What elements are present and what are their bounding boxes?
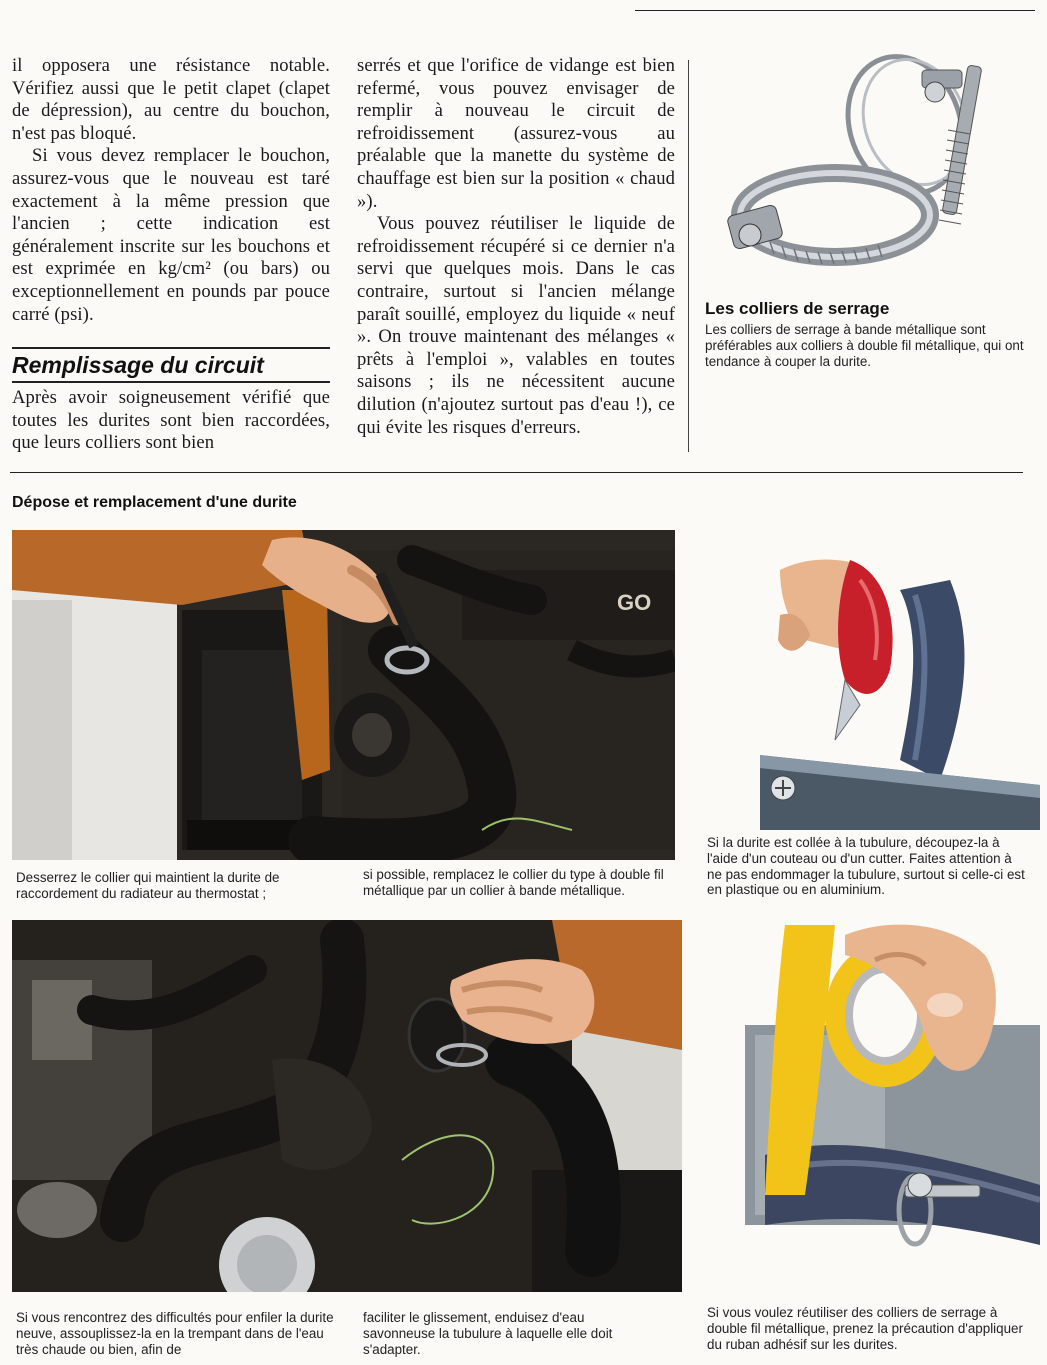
column-divider bbox=[688, 60, 689, 452]
depose-title: Dépose et remplacement d'une durite bbox=[12, 494, 297, 511]
body-column-2 bbox=[357, 55, 675, 439]
engine-photo-2 bbox=[12, 920, 682, 1292]
heading-rule-bottom bbox=[12, 381, 330, 383]
paragraph: il opposera une résistance notable. Vérifiez aussi que le petit clapet (clapet de dépression), au centre du bouchon, n'est pas bloqué. bbox=[12, 55, 330, 144]
hose-clamp-illustration bbox=[700, 30, 1040, 290]
top-rule bbox=[635, 10, 1035, 11]
photo2-right-caption: faciliter le glissement, enduisez d'eau savonneuse la tubulure à laquelle elle doit s'adapter. bbox=[363, 1310, 613, 1357]
engine-photo-1 bbox=[12, 530, 675, 860]
tape-illustration bbox=[745, 905, 1040, 1300]
colliers-title: Les colliers de serrage bbox=[705, 299, 890, 318]
photo2-left-caption: Si vous rencontrez des difficultés pour enfiler la durite neuve, assouplissez-la en la trempant dans de l'eau très chaude ou bien, afin de bbox=[16, 1310, 334, 1357]
colliers-caption: Les colliers de serrage à bande métallique sont préférables aux colliers à double fil métallique, qui ont tendance à couper la durite. bbox=[705, 322, 1024, 369]
photo1-left-caption: Desserrez le collier qui maintient la durite de raccordement du radiateur au thermostat ; bbox=[16, 870, 280, 901]
tape-caption: Si vous voulez réutiliser des colliers de serrage à double fil métallique, prenez la précaution d'appliquer du ruban adhésif sur les durites. bbox=[707, 1305, 1023, 1352]
paragraph: serrés et que l'orifice de vidange est bien refermé, vous pouvez envisager de remplir à nouveau le circuit de refroidissement (assurez-vous au préalable que la manette du système de chauffage est bien sur la position « chaud »). bbox=[357, 55, 675, 212]
cutter-illustration bbox=[750, 540, 1040, 830]
cutter-caption: Si la durite est collée à la tubulure, découpez-la à l'aide d'un couteau ou d'un cutter. Faites attention à ne pas endommager la tubulure, surtout si celle-ci est en plastique ou en aluminium. bbox=[707, 835, 1025, 898]
body-column-1 bbox=[12, 55, 330, 326]
section-rule bbox=[10, 472, 1023, 473]
engine-marking: GO bbox=[617, 590, 652, 615]
paragraph: Après avoir soigneusement vérifié que toutes les durites sont bien raccordées, que leurs colliers sont bien bbox=[12, 387, 330, 454]
body-column-1-continued bbox=[12, 387, 330, 455]
section-heading: Remplissage du circuit bbox=[12, 352, 264, 378]
paragraph: Si vous devez remplacer le bouchon, assurez-vous que le nouveau est taré exactement à la même pression que l'ancien ; cette indication est généralement inscrite sur les bouchons et est exprimée en kg/cm² (ou bars) ou exceptionnellement en pounds par pouce carré (psi). bbox=[12, 145, 330, 325]
paragraph: Vous pouvez réutiliser le liquide de refroidissement récupéré si ce dernier n'a servi que quelques mois. Dans le cas contraire, surtout si l'ancien mélange paraît souillé, employez du liquide « neuf ». On trouve maintenant des mélanges « prêts à l'emploi », valables en toutes saisons ; ils ne nécessitent aucune dilution (n'ajoutez surtout pas d'eau !), ce qui évite les risques d'erreurs. bbox=[357, 213, 675, 438]
heading-rule-top bbox=[12, 347, 330, 349]
photo1-right-caption: si possible, remplacez le collier du type à double fil métallique par un collier à bande métallique. bbox=[363, 867, 664, 898]
